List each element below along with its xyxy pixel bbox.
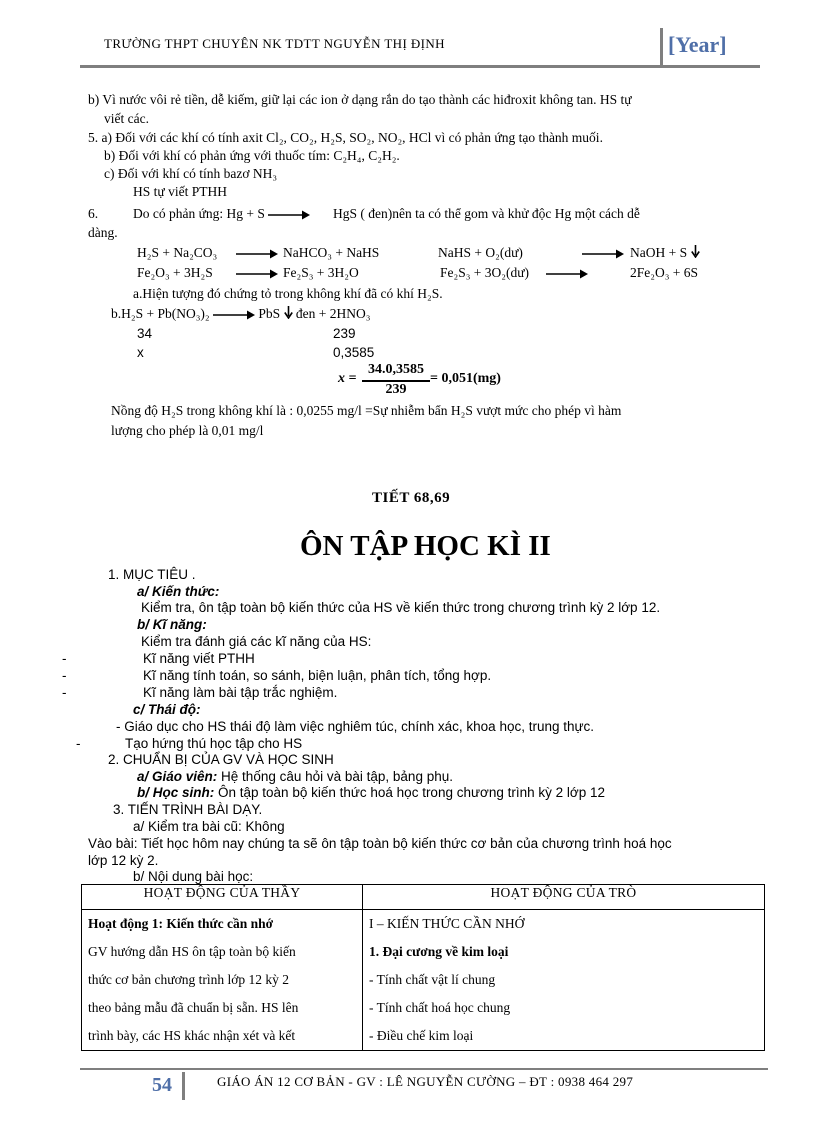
- bullet-dash: -: [62, 685, 67, 700]
- cell-line: - Điều chế kim loại: [369, 1028, 474, 1043]
- ratio-value: 239: [333, 326, 356, 341]
- list-item: Kĩ năng viết PTHH: [143, 651, 255, 666]
- page-title: ÔN TẬP HỌC KÌ II: [300, 530, 551, 562]
- footer-divider: [182, 1072, 185, 1100]
- text-line: 5. a) Đối với các khí có tính axit Cl₂, CO₂, H₂S, SO₂, NO₂, HCl vì có phản ứng tạo thành muối.: [88, 130, 603, 145]
- table-row: [82, 910, 765, 1051]
- text-line: c) Đối với khí có tính bazơ NH₃: [104, 166, 278, 181]
- section-heading: 2. CHUẨN BỊ CỦA GV VÀ HỌC SINH: [108, 752, 334, 767]
- text-line: lượng cho phép là 0,01 mg/l: [111, 423, 264, 438]
- equation-product: PbS: [258, 306, 281, 321]
- text-line: dàng.: [88, 225, 118, 240]
- ratio-value: x: [137, 345, 144, 360]
- text-line: b/ Nội dung bài học:: [133, 869, 254, 884]
- text-line: [133, 206, 310, 222]
- text-line: Nồng độ H₂S trong không khí là : 0,0255 mg/l =Sự nhiễm bẩn H₂S vượt mức cho phép vì hàm: [111, 403, 622, 418]
- activity-table: [81, 884, 765, 1051]
- label-student: b/ Học sinh:: [137, 785, 215, 800]
- equation-products: [630, 245, 700, 261]
- text-line: Kiểm tra, ôn tập toàn bộ kiến thức của HS về kiến thức trong chương trình kỳ 2 lớp 12.: [141, 600, 661, 615]
- equation-line: [111, 306, 370, 322]
- equation-products: Fe₂S₃ + 3H₂O: [283, 265, 359, 280]
- reaction-arrow-icon: [268, 209, 310, 221]
- list-item: Tạo hứng thú học tập cho HS: [125, 736, 303, 751]
- precipitate-arrow-icon: [691, 245, 700, 258]
- label-student-text: Ôn tập toàn bộ kiến thức hoá học trong chương trình kỳ 2 lớp 12: [218, 785, 606, 800]
- cell-line: theo bảng mẫu đã chuẩn bị sẵn. HS lên: [88, 1000, 299, 1015]
- cell-line: thức cơ bản chương trình lớp 12 kỳ 2: [88, 972, 290, 987]
- column-header-student: HOẠT ĐỘNG CỦA TRÒ: [363, 885, 765, 910]
- text-line: a/ Kiểm tra bài cũ: Không: [133, 819, 285, 834]
- cell-line: - Tính chất hoá học chung: [369, 1000, 511, 1015]
- subsection-heading: a/ Kiến thức:: [137, 584, 220, 599]
- reaction-arrow-icon: [546, 268, 588, 280]
- ratio-value: 34: [137, 326, 153, 341]
- text-line: - Giáo dục cho HS thái độ làm việc nghiêm túc, chính xác, khoa học, trung thực.: [116, 719, 595, 734]
- reaction-text: Do có phản ứng: Hg + S: [133, 206, 265, 221]
- cell-line: Hoạt động 1: Kiến thức cần nhớ: [88, 916, 274, 931]
- table-header-row: [82, 885, 765, 910]
- text-line: b) Vì nước vôi rẻ tiền, dễ kiếm, giữ lại các ion ở dạng rắn do tạo thành các hiđroxit không tan. HS tự: [88, 92, 632, 107]
- text-line: HS tự viết PTHH: [133, 184, 227, 199]
- reaction-arrow-icon: [582, 248, 624, 260]
- student-cell: [363, 910, 765, 1051]
- item-number: 6.: [88, 206, 99, 221]
- text-line: a.Hiện tượng đó chứng tỏ trong không khí đã có khí H₂S.: [133, 286, 443, 301]
- text-line: HgS ( đen)nên ta có thể gom và khử độc Hg một cách dễ: [333, 206, 640, 221]
- text-line: lớp 12 kỳ 2.: [88, 853, 159, 868]
- equation-products-text: NaOH + S: [630, 245, 688, 260]
- header-year: [Year]: [668, 32, 727, 57]
- bullet-dash: -: [62, 668, 67, 683]
- teacher-cell: [82, 910, 363, 1051]
- text-line: b) Đối với khí có phản ứng với thuốc tím: C₂H₄, C₂H₂.: [104, 148, 400, 163]
- equation-reactants: b.H₂S + Pb(NO₃)₂: [111, 306, 210, 321]
- equation-reactants: NaHS + O₂(dư): [438, 245, 523, 260]
- reaction-arrow-icon: [236, 268, 278, 280]
- fraction-result: = 0,051(mg): [430, 371, 501, 386]
- equation-reactants: Fe₂O₃ + 3H₂S: [137, 265, 213, 280]
- reaction-arrow-icon: [213, 309, 255, 321]
- cell-line: 1. Đại cương về kim loại: [369, 944, 509, 959]
- label-teacher-text: Hệ thống câu hỏi và bài tập, bảng phụ.: [221, 769, 453, 784]
- text-line: [137, 785, 605, 800]
- label-teacher: a/ Giáo viên:: [137, 769, 218, 784]
- text-line: [137, 769, 453, 784]
- cell-line: - Tính chất vật lí chung: [369, 972, 496, 987]
- section-heading: 1. MỤC TIÊU .: [108, 567, 196, 582]
- subsection-heading: c/ Thái độ:: [133, 702, 201, 717]
- column-header-teacher: HOẠT ĐỘNG CỦA THẦY: [82, 885, 363, 910]
- cell-line: trình bày, các HS khác nhận xét và kết: [88, 1028, 296, 1043]
- page-number: 54: [152, 1074, 172, 1096]
- bullet-dash: -: [62, 651, 67, 666]
- equation-reactants: Fe₂S₃ + 3O₂(dư): [440, 265, 530, 280]
- equation-products: NaHCO₃ + NaHS: [283, 245, 380, 260]
- text-line: viết các.: [104, 111, 149, 126]
- equation-product: đen + 2HNO₃: [295, 306, 371, 321]
- list-item: Kĩ năng tính toán, so sánh, biện luận, phân tích, tổng hợp.: [143, 668, 492, 683]
- reaction-arrow-icon: [236, 248, 278, 260]
- equation-reactants: H₂S + Na₂CO₃: [137, 245, 218, 260]
- cell-line: GV hướng dẫn HS ôn tập toàn bộ kiến: [88, 944, 296, 959]
- header-rule: [80, 65, 760, 68]
- fraction-denominator: 239: [385, 382, 407, 397]
- fraction-numerator: 34.0,3585: [368, 362, 424, 377]
- precipitate-arrow-icon: [284, 306, 293, 319]
- bullet-dash: -: [76, 736, 81, 751]
- section-heading: 3. TIẾN TRÌNH BÀI DẠY.: [113, 802, 263, 817]
- ratio-value: 0,3585: [333, 345, 375, 360]
- cell-line: I – KIẾN THỨC CẦN NHỚ: [369, 916, 525, 931]
- footer-rule: [80, 1068, 768, 1070]
- header-school: TRƯỜNG THPT CHUYÊN NK TDTT NGUYỄN THỊ ĐỊNH: [104, 36, 445, 51]
- fraction-lhs: x =: [338, 371, 357, 386]
- text-line: Vào bài: Tiết học hôm nay chúng ta sẽ ôn tập toàn bộ kiến thức cơ bản của chương trình hoá học: [88, 836, 672, 851]
- subsection-heading: b/ Kĩ năng:: [137, 617, 207, 632]
- equation-products: 2Fe₂O₃ + 6S: [630, 265, 699, 280]
- text-line: Kiểm tra đánh giá các kĩ năng của HS:: [141, 634, 372, 649]
- footer-text: GIÁO ÁN 12 CƠ BẢN - GV : LÊ NGUYỄN CƯỜNG – ĐT : 0938 464 297: [217, 1074, 634, 1089]
- header-divider: [660, 28, 663, 65]
- list-item: Kĩ năng làm bài tập trắc nghiệm.: [143, 685, 338, 700]
- lesson-number: TIẾT 68,69: [372, 490, 451, 506]
